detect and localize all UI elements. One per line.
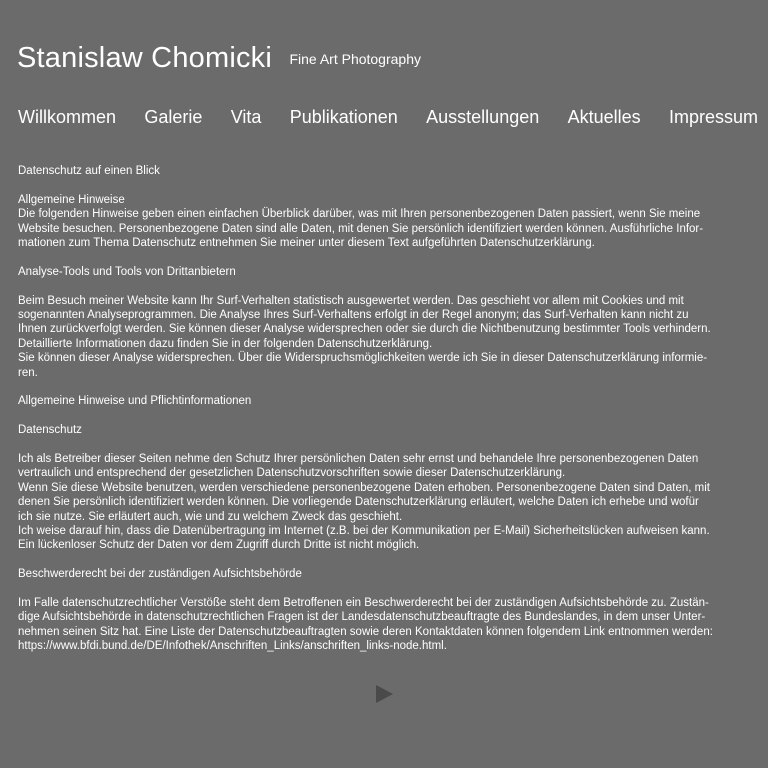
nav-item-aktuelles[interactable]: Aktuelles [567, 107, 641, 127]
nav-item-willkommen[interactable]: Willkommen [18, 107, 117, 127]
text-line: Ihnen zurückverfolgt werden. Sie können dieser Analyse widersprechen oder sie durch die Nichtbenutzung bestimmter Tools verhindern. [18, 323, 711, 336]
spacer [18, 279, 745, 293]
section-heading-duties: Allgemeine Hinweise und Pflichtinformationen [18, 395, 252, 408]
spacer [18, 438, 745, 452]
nav-item-ausstellungen[interactable]: Ausstellungen [426, 107, 540, 127]
text-line: dige Aufsichtsbehörde in datenschutzrechtlichen Fragen ist der Landesdatenschutzbeauftragte des Bundeslandes, in dem unser Unter- [18, 611, 706, 624]
nav-item-vita[interactable]: Vita [230, 107, 262, 127]
text-line: vertraulich und entsprechend der gesetzlichen Datenschutzvorschriften sowie dieser Datenschutzerklärung. [18, 467, 566, 480]
text-line: Detaillierte Informationen dazu finden Sie in der folgenden Datenschutzerklärung. [18, 337, 433, 350]
text-line: ich sie nutze. Sie erläutert auch, wie und zu welchem Zweck das geschieht. [18, 510, 403, 523]
text-line: Ich weise darauf hin, dass die Datenübertragung im Internet (z.B. bei der Kommunikation per E-Mail) Sicherheitslücken aufweisen kann. [18, 525, 710, 538]
spacer [18, 409, 745, 423]
spacer [18, 380, 745, 394]
section-heading-complaint: Beschwerderecht bei der zuständigen Aufsichtsbehörde [18, 568, 302, 581]
spacer [18, 582, 745, 596]
text-line: Ich als Betreiber dieser Seiten nehme den Schutz Ihrer persönlichen Daten sehr ernst und behandele Ihre personenbezogenen Daten [18, 453, 699, 466]
spacer [18, 250, 745, 264]
site-subtitle: Fine Art Photography [289, 51, 421, 67]
text-line: Beim Besuch meiner Website kann Ihr Surf-Verhalten statistisch ausgewertet werden. Das geschieht vor allem mit Cookies und mit [18, 294, 684, 307]
text-line: sogenannten Analyseprogrammen. Die Analyse Ihres Surf-Verhaltens erfolgt in der Regel anonym; das Surf-Verhalten kann nicht zu [18, 309, 689, 322]
text-line: nehmen seinen Sitz hat. Eine Liste der Datenschutzbeauftragten sowie deren Kontaktdaten können folgendem Link entnommen werden: [18, 625, 713, 638]
text-line: Website besuchen. Personenbezogene Daten sind alle Daten, mit denen Sie persönlich identifiziert werden können. Ausführliche Infor- [18, 222, 704, 235]
play-triangle-icon[interactable] [376, 685, 393, 703]
section-heading-analysis: Analyse-Tools und Tools von Drittanbietern [18, 265, 236, 278]
nav-item-impressum[interactable]: Impressum [668, 107, 758, 127]
privacy-content [18, 164, 745, 654]
spacer [18, 178, 745, 192]
bfdi-link[interactable]: https://www.bfdi.bund.de/DE/Infothek/Anschriften_Links/anschriften_links-node.html. [18, 640, 447, 653]
spacer [18, 553, 745, 567]
nav-item-galerie[interactable]: Galerie [144, 107, 203, 127]
site-header [17, 42, 421, 75]
text-line: ren. [18, 366, 38, 379]
section-heading-general: Allgemeine Hinweise [18, 193, 125, 206]
site-title[interactable]: Stanislaw Chomicki [17, 42, 273, 74]
text-line: Wenn Sie diese Website benutzen, werden verschiedene personenbezogene Daten erhoben. Personenbezogene Daten sind Daten, mit [18, 481, 710, 494]
page-heading: Datenschutz auf einen Blick [18, 165, 160, 177]
text-line: Die folgenden Hinweise geben einen einfachen Überblick darüber, was mit Ihren personenbezogenen Daten passiert, wenn Sie meine [18, 208, 701, 221]
main-nav [18, 107, 758, 128]
section-heading-privacy: Datenschutz [18, 424, 82, 437]
text-line: mationen zum Thema Datenschutz entnehmen Sie meiner unter diesem Text aufgeführten Datenschutzerklärung. [18, 237, 595, 250]
text-line: Im Falle datenschutzrechtlicher Verstöße steht dem Betroffenen ein Beschwerderecht bei der zuständigen Aufsichtsbehörde zu. Zustän- [18, 597, 709, 610]
text-line: denen Sie persönlich identifiziert werden können. Die vorliegende Datenschutzerklärung erläutert, welche Daten ich erhebe und wofür [18, 496, 699, 509]
text-line: Ein lückenloser Schutz der Daten vor dem Zugriff durch Dritte ist nicht möglich. [18, 539, 420, 552]
nav-item-publikationen[interactable]: Publikationen [289, 107, 398, 127]
text-line: Sie können dieser Analyse widersprechen. Über die Widerspruchsmöglichkeiten werde ich Sie in dieser Datenschutzerklärung informie- [18, 352, 708, 365]
